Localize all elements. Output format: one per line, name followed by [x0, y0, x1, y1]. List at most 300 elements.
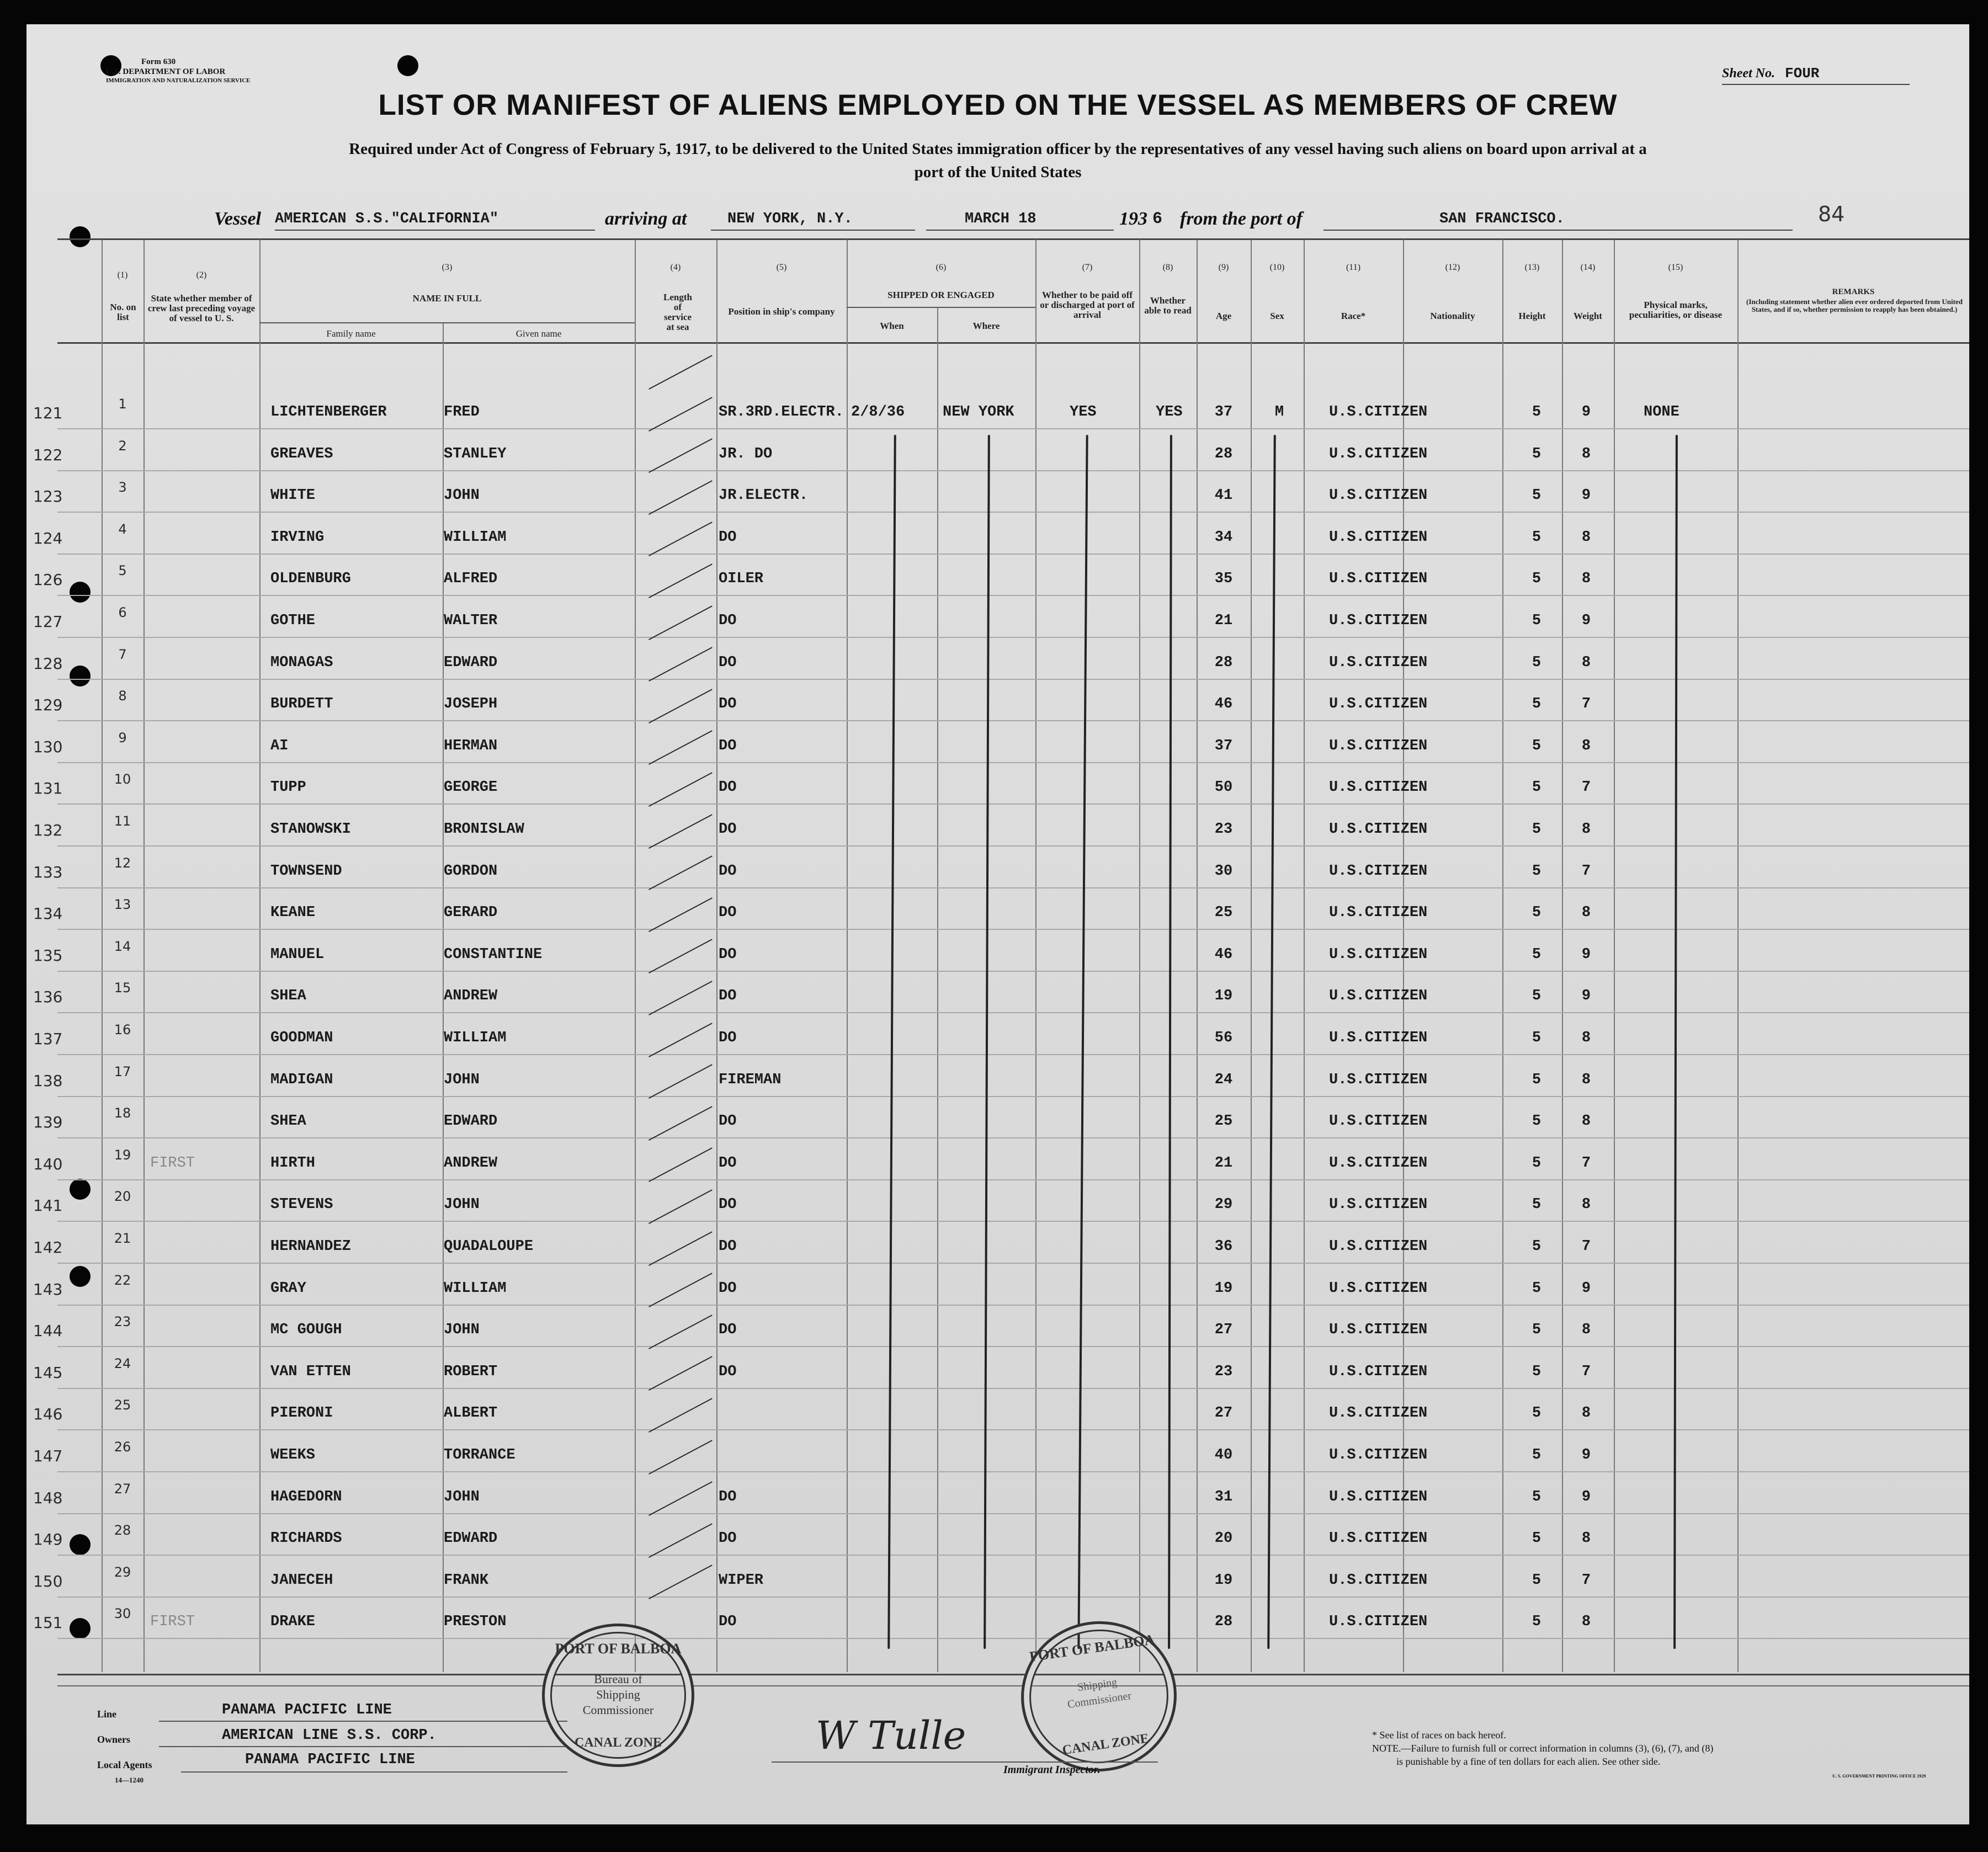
cell-given: JOHN	[444, 1196, 480, 1213]
cell-height: 5	[1532, 1530, 1542, 1547]
cell-family: OLDENBURG	[270, 571, 351, 587]
cell-weight: 8	[1581, 446, 1591, 462]
from-port-label: from the port of	[1180, 209, 1303, 229]
cell-ln: 148	[33, 1489, 63, 1507]
col-2-number: (2)	[196, 270, 207, 280]
col-15-number: (15)	[1668, 263, 1683, 272]
cell-ln: 122	[33, 446, 63, 464]
cell-age: 30	[1214, 863, 1233, 880]
cell-prev: FIRST	[150, 1155, 195, 1172]
cell-height: 5	[1532, 613, 1542, 629]
row-rule	[57, 803, 1969, 805]
row-rule	[57, 1054, 1969, 1055]
arrival-date: MARCH 18	[965, 211, 1036, 227]
col-5-header: Position in ship's company	[728, 306, 835, 317]
page-number: 84	[1818, 202, 1845, 226]
cell-no: 29	[114, 1564, 131, 1580]
cell-nat: U.S.CITIZEN	[1329, 863, 1428, 880]
cell-ln: 126	[33, 571, 63, 589]
cell-given: BRONISLAW	[444, 821, 524, 838]
cell-position: DO	[719, 988, 737, 1004]
row-rule	[57, 1388, 1969, 1389]
cell-ln: 146	[33, 1405, 63, 1423]
col-6a-header: When	[880, 321, 904, 331]
cell-paid: YES	[1070, 404, 1097, 421]
cell-given: ANDREW	[444, 1155, 498, 1172]
cell-age: 27	[1214, 1405, 1233, 1422]
col-11-header: Race*	[1341, 311, 1366, 321]
cell-position: DO	[719, 738, 737, 754]
cell-weight: 9	[1581, 1280, 1591, 1297]
cell-given: GEORGE	[444, 779, 498, 796]
cell-ln: 135	[33, 946, 63, 965]
from-port: SAN FRANCISCO.	[1439, 211, 1565, 227]
cell-age: 24	[1214, 1072, 1233, 1088]
cell-age: 40	[1214, 1447, 1233, 1463]
cell-position: OILER	[719, 571, 764, 587]
cell-ln: 137	[33, 1030, 63, 1048]
cell-ln: 127	[33, 613, 63, 631]
cell-age: 20	[1214, 1530, 1233, 1547]
col-line	[1562, 240, 1563, 1672]
cell-age: 23	[1214, 1364, 1233, 1380]
remarks-subheader: (Including statement whether alien ever ordered deported from United States, and if so, whether permission to reapply has been obtained.)	[1746, 297, 1963, 313]
owners-underline	[159, 1746, 567, 1747]
cell-height: 5	[1532, 1113, 1542, 1130]
cell-weight: 7	[1581, 1238, 1591, 1255]
col-12-header: Nationality	[1430, 311, 1475, 321]
cell-position: DO	[719, 1155, 737, 1172]
row-rule	[57, 1137, 1969, 1138]
cell-ln: 130	[33, 738, 63, 756]
cell-no: 7	[118, 647, 127, 662]
cell-ln: 129	[33, 696, 63, 714]
cell-no: 13	[114, 897, 131, 912]
row-rule	[57, 762, 1969, 763]
cell-nat: U.S.CITIZEN	[1329, 1322, 1428, 1338]
cell-no: 27	[114, 1481, 131, 1497]
cell-height: 5	[1532, 1280, 1542, 1297]
cell-weight: 7	[1581, 696, 1591, 712]
cell-weight: 7	[1581, 863, 1591, 880]
row-rule	[57, 1596, 1969, 1598]
cell-family: JANECEH	[270, 1572, 333, 1589]
sheet-number-field	[1722, 65, 1910, 85]
owners-label: Owners	[97, 1734, 130, 1745]
col-6-header: SHIPPED OR ENGAGED	[887, 290, 995, 300]
form-subtitle-line-2: port of the United States	[914, 163, 1082, 181]
cell-age: 28	[1214, 654, 1233, 671]
cell-age: 19	[1214, 1280, 1233, 1297]
cell-given: JOHN	[444, 487, 480, 504]
cell-position: DO	[719, 1113, 737, 1130]
name-subheader-line	[259, 322, 635, 323]
col-11-number: (11)	[1346, 263, 1361, 272]
cell-family: MANUEL	[270, 946, 325, 963]
stamp-bottom-text: CANAL ZONE	[574, 1736, 662, 1750]
cell-given: WILLIAM	[444, 1030, 507, 1046]
agents-value: PANAMA PACIFIC LINE	[245, 1752, 415, 1768]
cell-position: DO	[719, 863, 737, 880]
cell-ln: 144	[33, 1322, 63, 1340]
cell-no: 21	[114, 1231, 131, 1246]
row-rule	[57, 679, 1969, 680]
cell-weight: 8	[1581, 738, 1591, 754]
cell-age: 21	[1214, 1155, 1233, 1172]
cell-ln: 124	[33, 529, 63, 547]
cell-no: 25	[114, 1397, 131, 1413]
cell-given: GORDON	[444, 863, 498, 880]
cell-no: 17	[114, 1064, 131, 1079]
row-rule	[57, 554, 1969, 555]
cell-height: 5	[1532, 446, 1542, 462]
cell-height: 5	[1532, 738, 1542, 754]
cell-weight: 8	[1581, 1196, 1591, 1213]
agents-label: Local Agents	[97, 1759, 152, 1770]
cell-position: WIPER	[719, 1572, 764, 1589]
cell-age: 37	[1214, 738, 1233, 754]
row-rule	[57, 512, 1969, 513]
cell-given: EDWARD	[444, 1113, 498, 1130]
cell-given: WALTER	[444, 613, 498, 629]
cell-position: SR.3RD.ELECTR.	[719, 404, 844, 421]
row-rule	[57, 1012, 1969, 1013]
col-6-number: (6)	[935, 263, 947, 272]
year-suffix: 6	[1152, 210, 1163, 228]
cell-height: 5	[1532, 1072, 1542, 1088]
col-line	[1304, 240, 1305, 1672]
col-3-number: (3)	[442, 263, 453, 272]
cell-given: FRED	[444, 404, 480, 421]
cell-nat: U.S.CITIZEN	[1329, 571, 1428, 587]
cell-position: DO	[719, 1196, 737, 1213]
cell-height: 5	[1532, 1030, 1542, 1046]
cell-no: 14	[114, 939, 131, 954]
cell-weight: 7	[1581, 1155, 1591, 1172]
row-rule	[57, 595, 1969, 596]
cell-weight: 7	[1581, 779, 1591, 796]
cell-ln: 142	[33, 1238, 63, 1257]
cell-height: 5	[1532, 1364, 1542, 1380]
cell-position: DO	[719, 1322, 737, 1338]
cell-given: PRESTON	[444, 1614, 507, 1630]
col-line	[259, 240, 261, 1672]
col-5-number: (5)	[776, 263, 787, 272]
col-line	[635, 240, 636, 1672]
cell-weight: 8	[1581, 571, 1591, 587]
cell-weight: 7	[1581, 1364, 1591, 1380]
row-rule	[57, 845, 1969, 847]
cell-weight: 9	[1581, 613, 1591, 629]
cell-height: 5	[1532, 487, 1542, 504]
signature-underline	[772, 1761, 1158, 1763]
row-rule	[57, 1555, 1969, 1556]
col-1-header: No. on list	[110, 302, 136, 322]
cell-age: 46	[1214, 696, 1233, 712]
cell-weight: 8	[1581, 1614, 1591, 1630]
cell-nat: U.S.CITIZEN	[1329, 1030, 1428, 1046]
cell-family: IRVING	[270, 529, 325, 546]
cell-family: GRAY	[270, 1280, 306, 1297]
cell-height: 5	[1532, 1572, 1542, 1589]
cell-nat: U.S.CITIZEN	[1329, 1447, 1428, 1463]
service-name: IMMIGRATION AND NATURALIZATION SERVICE	[106, 77, 251, 84]
cell-family: HAGEDORN	[270, 1489, 342, 1505]
row-rule	[57, 470, 1969, 471]
col-7-number: (7)	[1082, 263, 1093, 272]
cell-no: 10	[114, 771, 131, 787]
cell-family: MC GOUGH	[270, 1322, 342, 1338]
cell-no: 30	[114, 1606, 131, 1621]
cell-height: 5	[1532, 529, 1542, 546]
col-12-number: (12)	[1445, 263, 1460, 272]
cell-position: FIREMAN	[719, 1072, 782, 1088]
cell-ln: 145	[33, 1364, 63, 1382]
stamp-bottom-text: CANAL ZONE	[1061, 1731, 1150, 1758]
cell-ln: 140	[33, 1155, 63, 1173]
row-rule	[57, 720, 1969, 721]
cell-family: STEVENS	[270, 1196, 333, 1213]
cell-ln: 134	[33, 904, 63, 923]
cell-ln: 139	[33, 1113, 63, 1131]
cell-family: GREAVES	[270, 446, 333, 462]
row-rule	[57, 1263, 1969, 1264]
cell-age: 27	[1214, 1322, 1233, 1338]
cell-height: 5	[1532, 1196, 1542, 1213]
punch-hole	[397, 55, 418, 76]
stamp-top-text: PORT OF BALBOA	[1028, 1631, 1156, 1665]
row-rule	[57, 1305, 1969, 1306]
cell-height: 5	[1532, 988, 1542, 1004]
cell-weight: 9	[1581, 404, 1591, 421]
col-line	[1197, 240, 1198, 1672]
cell-age: 41	[1214, 487, 1233, 504]
races-note: * See list of races on back hereof.	[1372, 1729, 1506, 1741]
cell-height: 5	[1532, 904, 1542, 921]
cell-position: JR.ELECTR.	[719, 487, 809, 504]
col-7-header: Whether to be paid off or discharged at port of arrival	[1040, 290, 1135, 320]
vessel-line	[214, 206, 1815, 232]
cell-no: 20	[114, 1189, 131, 1204]
row-rule	[57, 971, 1969, 972]
cell-nat: U.S.CITIZEN	[1329, 821, 1428, 838]
year-prefix: 193	[1119, 209, 1147, 229]
cell-ln: 149	[33, 1530, 63, 1548]
cell-family: DRAKE	[270, 1614, 316, 1630]
cell-height: 5	[1532, 654, 1542, 671]
cell-nat: U.S.CITIZEN	[1329, 946, 1428, 963]
col-13-header: Height	[1518, 311, 1546, 321]
stamp-middle-text: Shipping Commissioner	[1066, 1676, 1133, 1711]
cell-given: FRANK	[444, 1572, 489, 1589]
footer-divider	[57, 1685, 1969, 1686]
stamp-middle-text: Bureau of Shipping Commissioner	[582, 1672, 654, 1717]
cell-ln: 128	[33, 654, 63, 673]
manifest-sheet	[26, 24, 1969, 1824]
cell-no: 15	[114, 980, 131, 996]
cell-position: DO	[719, 1238, 737, 1255]
form-number: Form 630	[141, 57, 176, 66]
cell-age: 50	[1214, 779, 1233, 796]
vessel-label: Vessel	[214, 209, 261, 229]
cell-position: DO	[719, 1364, 737, 1380]
cell-family: BURDETT	[270, 696, 333, 712]
cell-family: HERNANDEZ	[270, 1238, 351, 1255]
cell-position: DO	[719, 613, 737, 629]
cell-family: LICHTENBERGER	[270, 404, 387, 421]
cell-given: ROBERT	[444, 1364, 498, 1380]
cell-no: 5	[118, 563, 127, 578]
cell-no: 19	[114, 1147, 131, 1163]
cell-no: 4	[118, 521, 127, 537]
cell-height: 5	[1532, 863, 1542, 880]
cell-age: 35	[1214, 571, 1233, 587]
cell-nat: U.S.CITIZEN	[1329, 904, 1428, 921]
col-8-header: Whether able to read	[1144, 295, 1192, 316]
cell-position: DO	[719, 904, 737, 921]
owners-value: AMERICAN LINE S.S. CORP.	[222, 1727, 437, 1744]
stamp-top-text: PORT OF BALBOA	[555, 1641, 682, 1657]
row-rule	[57, 1179, 1969, 1180]
col-3-header: NAME IN FULL	[412, 293, 482, 304]
cell-nat: U.S.CITIZEN	[1329, 1364, 1428, 1380]
col-3b-header: Given name	[515, 328, 562, 339]
cell-nat: U.S.CITIZEN	[1329, 1155, 1428, 1172]
cell-family: STANOWSKI	[270, 821, 351, 838]
cell-no: 26	[114, 1439, 131, 1455]
row-rule	[57, 1513, 1969, 1514]
row-rule	[57, 1429, 1969, 1430]
col-4-header: Length of service at sea	[663, 292, 692, 332]
cell-given: EDWARD	[444, 654, 498, 671]
col-13-number: (13)	[1524, 263, 1540, 272]
cell-weight: 8	[1581, 821, 1591, 838]
cell-family: KEANE	[270, 904, 316, 921]
header-divider	[57, 342, 1969, 344]
remarks-header: REMARKS	[1832, 288, 1875, 296]
col-3a-header: Family name	[326, 328, 376, 339]
cell-family: WEEKS	[270, 1447, 316, 1463]
col-1-number: (1)	[117, 270, 128, 280]
row-rule	[57, 929, 1969, 930]
cell-weight: 8	[1581, 1113, 1591, 1130]
cell-position: JR. DO	[719, 446, 773, 462]
col-line	[1614, 240, 1615, 1672]
col-6b-header: Where	[972, 321, 1000, 331]
cell-age: 29	[1214, 1196, 1233, 1213]
cell-position: DO	[719, 1530, 737, 1547]
cell-family: RICHARDS	[270, 1530, 342, 1547]
cell-height: 5	[1532, 821, 1542, 838]
form-code: 14—1240	[115, 1776, 143, 1784]
cell-family: MADIGAN	[270, 1072, 333, 1088]
cell-height: 5	[1532, 1447, 1542, 1463]
cell-ln: 141	[33, 1196, 63, 1215]
col-8-number: (8)	[1162, 263, 1173, 272]
sheet-number: FOUR	[1785, 65, 1820, 82]
line-label: Line	[97, 1709, 117, 1720]
cell-given: CONSTANTINE	[444, 946, 543, 963]
cell-weight: 9	[1581, 1447, 1591, 1463]
cell-ln: 138	[33, 1072, 63, 1090]
cell-family: HIRTH	[270, 1155, 316, 1172]
col-line	[1502, 240, 1503, 1672]
col-line	[1139, 240, 1140, 1672]
cell-height: 5	[1532, 696, 1542, 712]
row-rule	[57, 637, 1969, 638]
cell-weight: 8	[1581, 1405, 1591, 1422]
col-10-header: Sex	[1270, 311, 1284, 321]
cell-position: DO	[719, 946, 737, 963]
vessel-name: AMERICAN S.S."CALIFORNIA"	[275, 211, 499, 227]
cell-given: HERMAN	[444, 738, 498, 754]
table-frame	[57, 238, 1969, 1675]
cell-nat: U.S.CITIZEN	[1329, 1530, 1428, 1547]
cell-where: NEW YORK	[943, 404, 1014, 421]
cell-no: 6	[118, 605, 127, 620]
cell-height: 5	[1532, 1238, 1542, 1255]
cell-height: 5	[1532, 1405, 1542, 1422]
cell-no: 1	[118, 396, 127, 412]
cell-height: 5	[1532, 1489, 1542, 1505]
cell-position: DO	[719, 1030, 737, 1046]
col-2-header: State whether member of crew last preceding voyage of vessel to U. S.	[147, 293, 256, 323]
cell-position: DO	[719, 1489, 737, 1505]
cell-weight: 9	[1581, 988, 1591, 1004]
cell-age: 46	[1214, 946, 1233, 963]
cell-age: 25	[1214, 904, 1233, 921]
cell-age: 21	[1214, 613, 1233, 629]
cell-no: 2	[118, 438, 127, 454]
cell-weight: 8	[1581, 1322, 1591, 1338]
cell-nat: U.S.CITIZEN	[1329, 654, 1428, 671]
printer-imprint: U. S. GOVERNMENT PRINTING OFFICE 1929	[1832, 1774, 1926, 1779]
cell-ln: 151	[33, 1614, 63, 1632]
sheet-label: Sheet No.	[1722, 66, 1775, 81]
cell-given: WILLIAM	[444, 529, 507, 546]
cell-family: TOWNSEND	[270, 863, 342, 880]
cell-family: GOODMAN	[270, 1030, 333, 1046]
cell-no: 28	[114, 1523, 131, 1538]
cell-weight: 8	[1581, 654, 1591, 671]
penalty-note-line-2: is punishable by a fine of ten dollars for each alien. See other side.	[1396, 1756, 1661, 1767]
cell-sex: M	[1274, 404, 1284, 421]
cell-family: PIERONI	[270, 1405, 333, 1422]
penalty-note-line-1: NOTE.—Failure to furnish full or correct information in columns (3), (6), (7), and (8)	[1372, 1743, 1714, 1754]
cell-nat: U.S.CITIZEN	[1329, 529, 1428, 546]
line-value: PANAMA PACIFIC LINE	[222, 1702, 392, 1718]
cell-no: 16	[114, 1022, 131, 1037]
cell-family: VAN ETTEN	[270, 1364, 351, 1380]
col-line	[716, 240, 717, 1672]
cell-family: SHEA	[270, 988, 306, 1004]
cell-given: JOHN	[444, 1322, 480, 1338]
cell-age: 25	[1214, 1113, 1233, 1130]
cell-family: MONAGAS	[270, 654, 333, 671]
cell-age: 34	[1214, 529, 1233, 546]
cell-weight: 7	[1581, 1572, 1591, 1589]
cell-nat: U.S.CITIZEN	[1329, 988, 1428, 1004]
col-line	[1737, 240, 1739, 1672]
cell-age: 19	[1214, 1572, 1233, 1589]
cell-nat: U.S.CITIZEN	[1329, 446, 1428, 462]
cell-family: TUPP	[270, 779, 306, 796]
cell-no: 8	[118, 688, 127, 704]
cell-family: WHITE	[270, 487, 316, 504]
col-9-number: (9)	[1218, 263, 1229, 272]
cell-position: DO	[719, 654, 737, 671]
cell-when: 2/8/36	[851, 404, 905, 421]
